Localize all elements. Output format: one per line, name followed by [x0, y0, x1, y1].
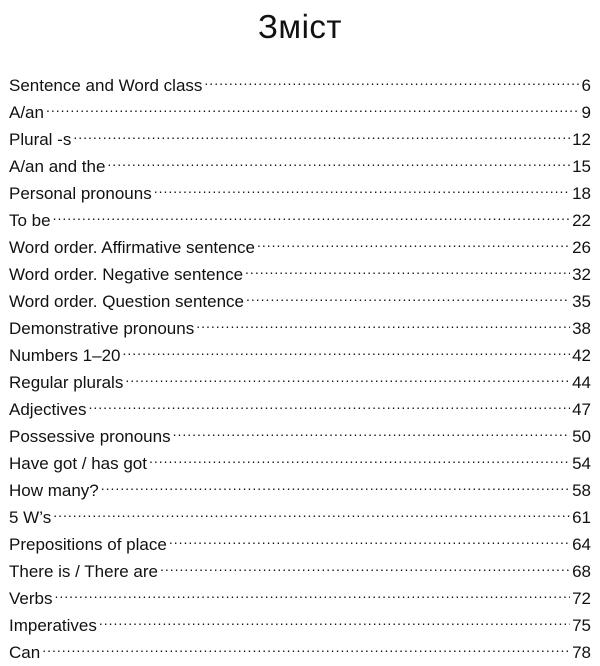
page-title: Зміст — [257, 8, 343, 45]
toc-entry-page-number: 6 — [581, 76, 591, 95]
dot-leader — [173, 415, 570, 442]
toc-entry — [9, 577, 591, 608]
toc-entry-page-number: 12 — [572, 130, 591, 149]
toc-entry-label: To be — [9, 211, 51, 230]
toc-entry-page-number: 9 — [581, 103, 591, 122]
dot-leader — [53, 496, 570, 523]
toc-entry-page-number: 26 — [572, 238, 591, 257]
toc-entry-page-number: 35 — [572, 292, 591, 311]
toc-entry — [9, 496, 591, 527]
dot-leader — [149, 442, 570, 469]
toc-entry-label: Verbs — [9, 589, 53, 608]
toc-entry — [9, 415, 591, 446]
dot-leader — [154, 172, 570, 199]
toc-entry — [9, 631, 591, 662]
toc-entry — [9, 388, 591, 419]
dot-leader — [42, 631, 570, 658]
toc-entry-page-number: 15 — [572, 157, 591, 176]
dot-leader — [107, 145, 570, 172]
toc-entry-label: Possessive pronouns — [9, 427, 171, 446]
toc-entry-label: Personal pronouns — [9, 184, 152, 203]
toc-entry-label: A/an and the — [9, 157, 106, 176]
toc-entry — [9, 604, 591, 635]
dot-leader — [123, 334, 571, 361]
dot-leader — [54, 577, 570, 604]
toc-entry-label: Demonstrative pronouns — [9, 319, 195, 338]
toc-entry-page-number: 42 — [572, 346, 591, 365]
toc-entry-page-number: 61 — [572, 508, 591, 527]
dot-leader — [257, 226, 570, 253]
dot-leader — [160, 550, 570, 577]
dot-leader — [169, 523, 570, 550]
toc-entry-page-number: 18 — [572, 184, 591, 203]
dot-leader — [125, 361, 570, 388]
dot-leader — [204, 64, 579, 91]
toc-entry — [9, 91, 591, 122]
toc-entry-label: Imperatives — [9, 616, 97, 635]
toc-entry — [9, 145, 591, 176]
dot-leader — [101, 469, 570, 496]
toc-entry-page-number: 22 — [572, 211, 591, 230]
toc-entry-page-number: 54 — [572, 454, 591, 473]
toc-entry-page-number: 32 — [572, 265, 591, 284]
dot-leader — [99, 604, 570, 631]
toc-entry — [9, 64, 591, 95]
toc-entry-label: Have got / has got — [9, 454, 147, 473]
toc-entry-label: Can — [9, 643, 41, 662]
toc-entry-label: Plural -s — [9, 130, 72, 149]
toc-entry-page-number: 50 — [572, 427, 591, 446]
toc-entry-label: Word order. Question sentence — [9, 292, 244, 311]
toc-entry-label: Sentence and Word class — [9, 76, 203, 95]
toc-entry-page-number: 44 — [572, 373, 591, 392]
toc-entry-label: 5 W’s — [9, 508, 52, 527]
toc-entry-label: Adjectives — [9, 400, 87, 419]
toc-entry-page-number: 47 — [572, 400, 591, 419]
dot-leader — [245, 253, 570, 280]
toc-entry-page-number: 75 — [572, 616, 591, 635]
dot-leader — [73, 118, 570, 145]
toc-entry-label: Word order. Affirmative sentence — [9, 238, 255, 257]
toc-entry-label: There is / There are — [9, 562, 158, 581]
dot-leader — [46, 91, 580, 118]
toc-entry — [9, 523, 591, 554]
toc-entry-label: Regular plurals — [9, 373, 124, 392]
toc-entry — [9, 199, 591, 230]
toc-list — [9, 64, 591, 662]
toc-entry-page-number: 68 — [572, 562, 591, 581]
dot-leader — [246, 280, 570, 307]
toc-entry-page-number: 78 — [572, 643, 591, 662]
toc-entry-label: How many? — [9, 481, 99, 500]
toc-entry-label: Numbers 1–20 — [9, 346, 121, 365]
dot-leader — [196, 307, 570, 334]
toc-entry-page-number: 64 — [572, 535, 591, 554]
toc-entry-page-number: 58 — [572, 481, 591, 500]
toc-entry — [9, 226, 591, 257]
dot-leader — [88, 388, 570, 415]
toc-entry-page-number: 38 — [572, 319, 591, 338]
toc-entry-page-number: 72 — [572, 589, 591, 608]
toc-entry — [9, 118, 591, 149]
dot-leader — [53, 199, 570, 226]
toc-entry-label: Prepositions of place — [9, 535, 167, 554]
toc-entry-label: Word order. Negative sentence — [9, 265, 244, 284]
toc-entry-label: A/an — [9, 103, 44, 122]
